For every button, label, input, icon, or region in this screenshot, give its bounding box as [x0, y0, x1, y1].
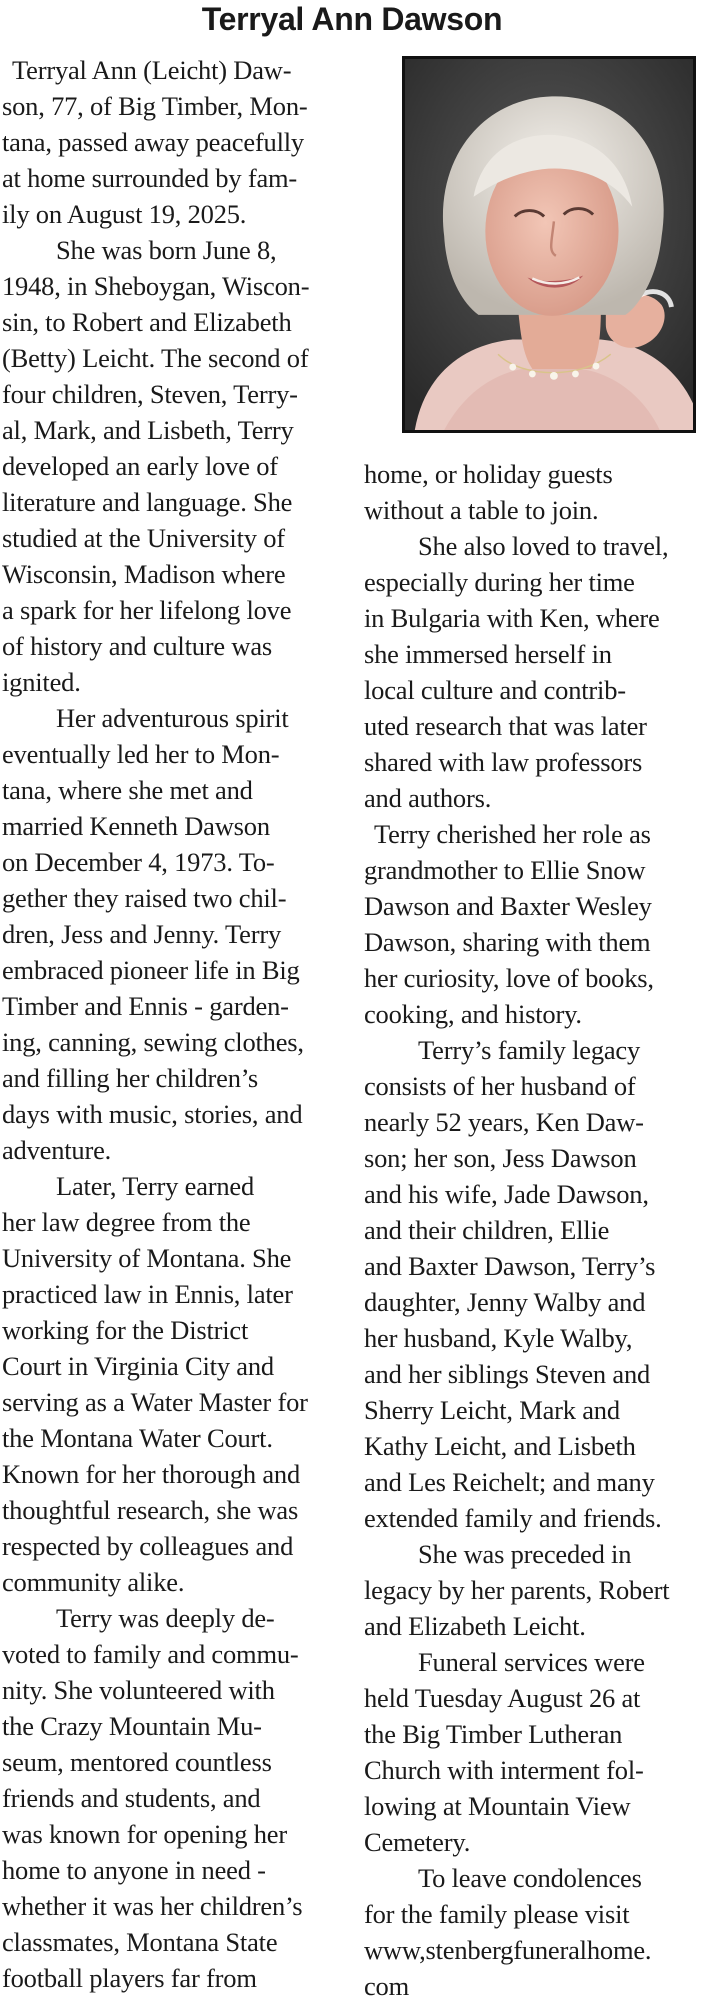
text-line: and Les Reichelt; and many [364, 1467, 655, 1497]
text-line: and her siblings Steven and [364, 1359, 651, 1389]
text-line: in Bulgaria with Ken, where [364, 603, 660, 633]
text-line: married Kenneth Dawson [2, 811, 270, 841]
text-line: son, 77, of Big Timber, Mon- [2, 91, 308, 121]
text-line: she immersed herself in [364, 639, 612, 669]
text-line: practiced law in Ennis, later [2, 1279, 293, 1309]
text-line: nearly 52 years, Ken Daw- [364, 1107, 644, 1137]
text-line: Terry was deeply de- [56, 1603, 275, 1633]
text-line: serving as a Water Master for [2, 1387, 308, 1417]
text-line: local culture and contrib- [364, 675, 626, 705]
text-line: voted to family and commu- [2, 1639, 299, 1669]
text-line: Terryal Ann (Leicht) Daw- [12, 55, 292, 85]
text-line: home to anyone in need - [2, 1855, 266, 1885]
text-line: her husband, Kyle Walby, [364, 1323, 633, 1353]
text-line: tana, where she met and [2, 775, 253, 805]
text-line: Funeral services were [418, 1647, 645, 1677]
text-line: developed an early love of [2, 451, 278, 481]
text-line: (Betty) Leicht. The second of [2, 343, 309, 373]
text-line: grandmother to Ellie Snow [364, 855, 646, 885]
text-line: Her adventurous spirit [56, 703, 289, 733]
text-line: football players far from [2, 1963, 257, 1993]
text-line: consists of her husband of [364, 1071, 636, 1101]
text-line: and Baxter Dawson, Terry’s [364, 1251, 656, 1281]
text-line: Court in Virginia City and [2, 1351, 274, 1381]
text-line: days with music, stories, and [2, 1099, 303, 1129]
text-line: lowing at Mountain View [364, 1791, 631, 1821]
text-line: ily on August 19, 2025. [2, 199, 247, 229]
text-line: tana, passed away peacefully [2, 127, 304, 157]
text-line: extended family and friends. [364, 1503, 662, 1533]
text-line: working for the District [2, 1315, 249, 1345]
text-line: classmates, Montana State [2, 1927, 278, 1957]
text-line: held Tuesday August 26 at [364, 1683, 641, 1713]
text-line: was known for opening her [2, 1819, 287, 1849]
text-line: University of Montana. She [2, 1243, 292, 1273]
text-line: com [364, 1971, 410, 2000]
left-text-column [2, 52, 350, 1996]
text-line: and Elizabeth Leicht. [364, 1611, 586, 1641]
text-line: nity. She volunteered with [2, 1675, 275, 1705]
text-line: Terry’s family legacy [418, 1035, 641, 1065]
obituary-title: Terryal Ann Dawson [201, 1, 503, 37]
text-line: and his wife, Jade Dawson, [364, 1179, 649, 1209]
text-line: daughter, Jenny Walby and [364, 1287, 646, 1317]
text-line: Known for her thorough and [2, 1459, 301, 1489]
portrait-photo [402, 56, 696, 433]
text-line: her law degree from the [2, 1207, 251, 1237]
text-line: especially during her time [364, 567, 635, 597]
text-line: Wisconsin, Madison where [2, 559, 286, 589]
text-line: the Big Timber Lutheran [364, 1719, 623, 1749]
text-line: son; her son, Jess Dawson [364, 1143, 637, 1173]
text-line: a spark for her lifelong love [2, 595, 292, 625]
text-line: and filling her children’s [2, 1063, 259, 1093]
text-line: the Montana Water Court. [2, 1423, 273, 1453]
text-line: her curiosity, love of books, [364, 963, 654, 993]
text-line: sin, to Robert and Elizabeth [2, 307, 292, 337]
text-line: literature and language. She [2, 487, 293, 517]
text-line: She also loved to travel, [418, 531, 669, 561]
text-line: whether it was her children’s [2, 1891, 303, 1921]
text-line: dren, Jess and Jenny. Terry [2, 919, 282, 949]
text-line: Dawson, sharing with them [364, 927, 651, 957]
text-line: friends and students, and [2, 1783, 261, 1813]
text-line: Timber and Ennis - garden- [2, 991, 289, 1021]
text-line: and their children, Ellie [364, 1215, 610, 1245]
text-line: gether they raised two chil- [2, 883, 287, 913]
text-line: She was born June 8, [56, 235, 277, 265]
text-line: eventually led her to Mon- [2, 739, 280, 769]
text-line: on December 4, 1973. To- [2, 847, 275, 877]
right-text-column [364, 456, 702, 2000]
text-line: four children, Steven, Terry- [2, 379, 298, 409]
text-line: of history and culture was [2, 631, 273, 661]
text-line: the Crazy Mountain Mu- [2, 1711, 262, 1741]
text-line: Dawson and Baxter Wesley [364, 891, 652, 921]
text-line: al, Mark, and Lisbeth, Terry [2, 415, 294, 445]
text-line: ignited. [2, 667, 81, 697]
portrait-illustration [405, 59, 693, 430]
text-line: without a table to join. [364, 495, 599, 525]
text-line: Later, Terry earned [56, 1171, 255, 1201]
text-line: for the family please visit [364, 1899, 630, 1929]
text-line: community alike. [2, 1567, 185, 1597]
text-line: www,stenbergfuneralhome. [364, 1935, 652, 1965]
text-line: Terry cherished her role as [374, 819, 651, 849]
text-line: legacy by her parents, Robert [364, 1575, 670, 1605]
text-line: ing, canning, sewing clothes, [2, 1027, 304, 1057]
text-line: Church with interment fol- [364, 1755, 644, 1785]
text-line: at home surrounded by fam- [2, 163, 298, 193]
text-line: home, or holiday guests [364, 459, 613, 489]
text-line: embraced pioneer life in Big [2, 955, 300, 985]
text-line: uted research that was later [364, 711, 647, 741]
text-line: Cemetery. [364, 1827, 471, 1857]
text-line: shared with law professors [364, 747, 643, 777]
text-line: adventure. [2, 1135, 112, 1165]
text-line: and authors. [364, 783, 492, 813]
text-line: 1948, in Sheboygan, Wiscon- [2, 271, 310, 301]
text-line: Kathy Leicht, and Lisbeth [364, 1431, 636, 1461]
text-line: Sherry Leicht, Mark and [364, 1395, 620, 1425]
text-line: To leave condolences [418, 1863, 642, 1893]
text-line: thoughtful research, she was [2, 1495, 299, 1525]
text-line: studied at the University of [2, 523, 285, 553]
text-line: cooking, and history. [364, 999, 582, 1029]
text-line: seum, mentored countless [2, 1747, 272, 1777]
text-line: She was preceded in [418, 1539, 632, 1569]
text-line: respected by colleagues and [2, 1531, 294, 1561]
